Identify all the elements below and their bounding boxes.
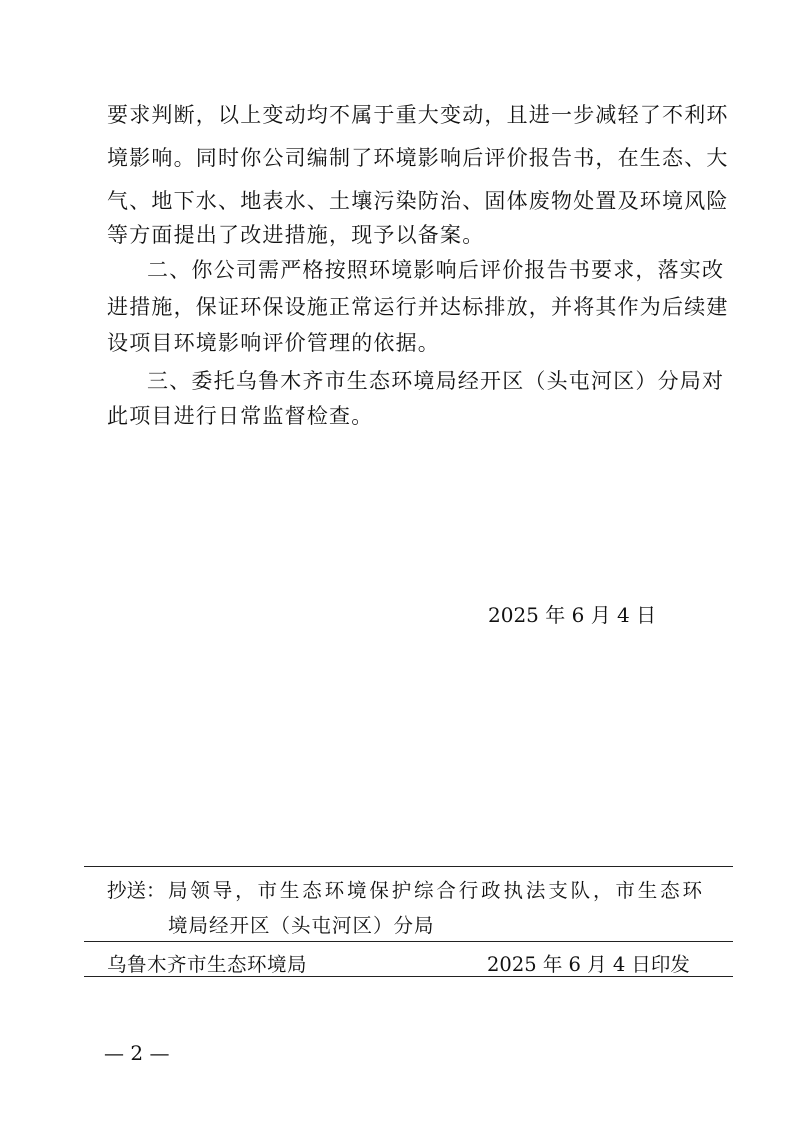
paragraph-line: 进措施，保证环保设施正常运行并达标排放，并将其作为后续建: [107, 295, 729, 319]
cc-recipients-line1: 局领导，市生态环境保护综合行政执法支队，市生态环: [168, 879, 702, 902]
footer-middle-rule: [84, 941, 733, 942]
paragraph-line: 等方面提出了改进措施，现予以备案。: [107, 223, 485, 247]
footer-bottom-rule: [84, 976, 733, 977]
paragraph-line: 三、委托乌鲁木齐市生态环境局经开区（头屯河区）分局对: [147, 369, 725, 393]
paragraph-line: 境影响。同时你公司编制了环境影响后评价报告书，在生态、大: [107, 146, 729, 170]
paragraph-line: 气、地下水、地表水、土壤污染防治、固体废物处置及环境风险: [107, 189, 729, 213]
paragraph-line: 设项目环境影响评价管理的依据。: [107, 331, 440, 355]
paragraph-line: 此项目进行日常监督检查。: [107, 404, 374, 428]
footer-top-rule: [84, 866, 733, 867]
cc-label: 抄送：: [107, 879, 166, 902]
page-number: — 2 —: [104, 1041, 170, 1065]
signature-date: 2025 年 6 月 4 日: [488, 603, 657, 627]
issue-date: 2025 年 6 月 4 日印发: [487, 953, 690, 976]
cc-recipients-line2: 境局经开区（头屯河区）分局: [168, 914, 435, 937]
paragraph-line: 二、你公司需严格按照环境影响后评价报告书要求，落实改: [147, 258, 725, 282]
issuing-authority: 乌鲁木齐市生态环境局: [107, 953, 308, 976]
paragraph-line: 要求判断，以上变动均不属于重大变动，且进一步减轻了不利环: [107, 103, 729, 127]
